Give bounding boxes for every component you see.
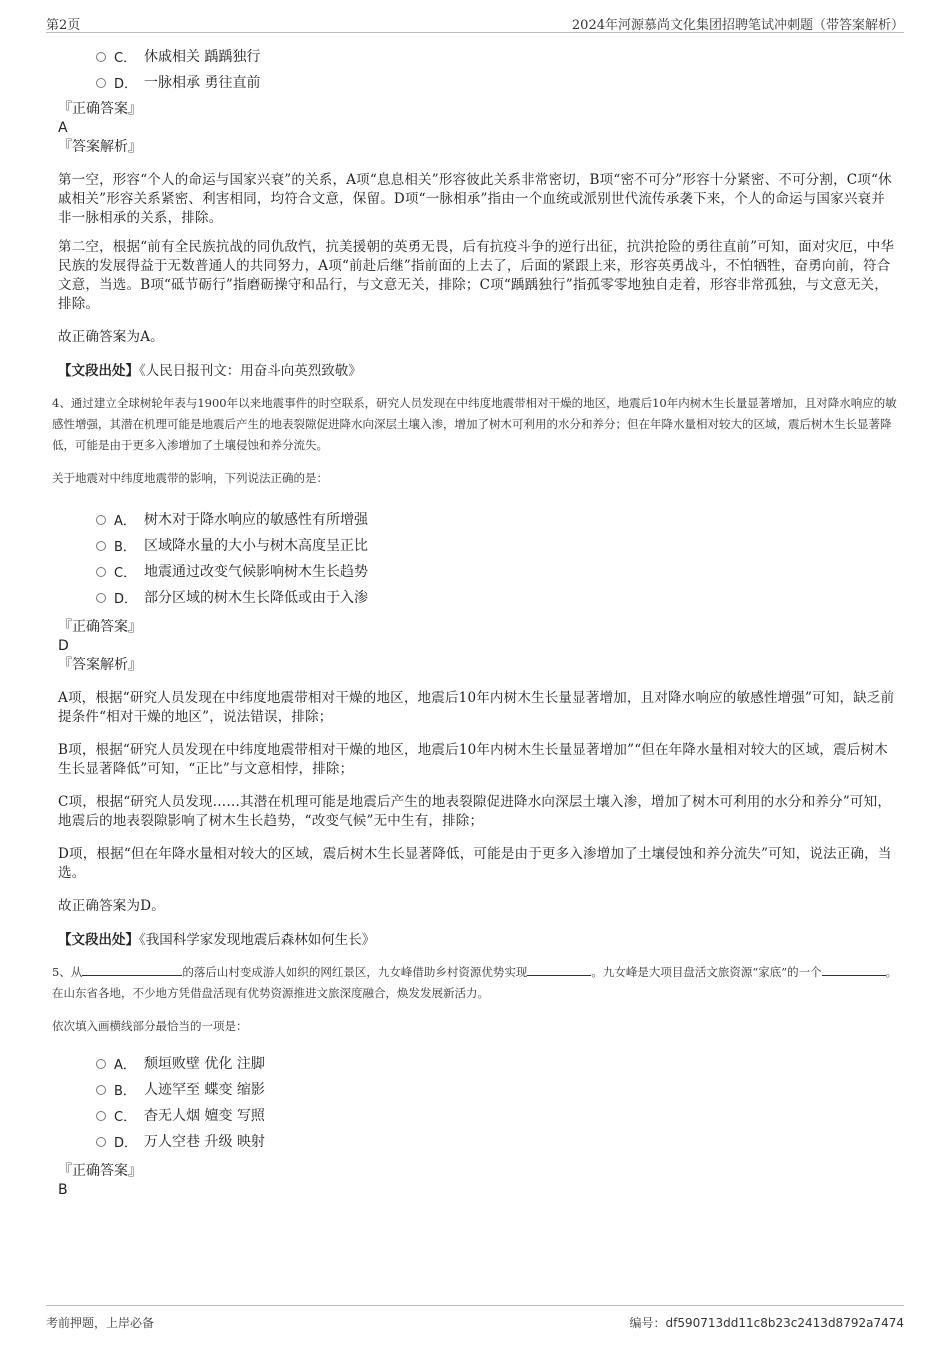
option-d[interactable]: D． 部分区域的树木生长降低或由于入渗 xyxy=(96,585,896,611)
correct-answer: B xyxy=(58,1182,68,1198)
analysis-paragraph: B项，根据“研究人员发现在中纬度地震带相对干燥的地区，地震后10年内树木生长量显著增加”“但在年降水量相对较大的区域，震后树木生长显著降低”可知，“正比”与文意相悖，排除； xyxy=(58,742,888,777)
source-citation: 【文段出处】《我国科学家发现地震后森林如何生长》 xyxy=(58,932,376,948)
blank-2 xyxy=(527,963,591,976)
radio-icon[interactable] xyxy=(96,1085,106,1095)
option-c[interactable]: C． 杳无人烟 嬗变 写照 xyxy=(96,1103,896,1129)
correct-answer: D xyxy=(58,638,69,654)
question-stem: 5、从 的落后山村变成游人如织的网红景区，九女峰借助乡村资源优势实现 。九女峰是大项目盘活文旅资源“家底”的一个 。在山东省各地，不少地方凭借盘活现有优势资源推进文旅深度融合，焕发发展新活力。 xyxy=(52,965,898,1000)
page-footer xyxy=(46,1305,904,1334)
answer-label: 『正确答案』 xyxy=(58,101,142,117)
analysis-paragraph: C项，根据“研究人员发现……其潜在机理可能是地震后产生的地表裂隙促进降水向深层土壤入渗，增加了树木可利用的水分和养分”可知，地震后的地表裂隙影响了树木生长趋势，“改变气候”无中生有，排除； xyxy=(58,794,892,829)
option-c[interactable]: C． 休戚相关 踽踽独行 xyxy=(96,44,896,70)
question-stem: 4、通过建立全球树轮年表与1900年以来地震事件的时空联系，研究人员发现在中纬度地震带相对干燥的地区，地震后10年内树木生长量显著增加，且对降水响应的敏感性增强，其潜在机理可能是地震后产生的地表裂隙促进降水向深层土壤入渗，增加了树木可利用的水分和养分；但在年降水量相对较大的区域，震后树木生长显著降低，可能是由于更多入渗增加了土壤侵蚀和养分流失。 xyxy=(52,396,897,452)
document-title: 2024年河源慕尚文化集团招聘笔试冲刺题（带答案解析） xyxy=(571,18,904,33)
blank-1 xyxy=(82,963,182,976)
question-prompt: 依次填入画横线部分最恰当的一项是： xyxy=(52,1019,248,1033)
answer-label: 『正确答案』 xyxy=(58,619,142,635)
option-b[interactable]: B． 人迹罕至 蝶变 缩影 xyxy=(96,1077,896,1103)
analysis-paragraph: A项，根据“研究人员发现在中纬度地震带相对干燥的地区，地震后10年内树木生长量显著增加，且对降水响应的敏感性增强”可知，缺乏前提条件“相对干燥的地区”，说法错误，排除； xyxy=(58,690,895,725)
radio-icon[interactable] xyxy=(96,1111,106,1121)
q4-options xyxy=(56,507,896,611)
radio-icon[interactable] xyxy=(96,78,106,88)
page-content xyxy=(52,44,898,1199)
analysis-conclusion: 故正确答案为D。 xyxy=(58,898,165,914)
option-a[interactable]: A． 颓垣败壁 优化 注脚 xyxy=(96,1051,896,1077)
answer-label: 『正确答案』 xyxy=(58,1163,142,1179)
radio-icon[interactable] xyxy=(96,515,106,525)
footer-slogan: 考前押题，上岸必备 xyxy=(46,1316,155,1330)
page-number: 第2页 xyxy=(46,18,81,33)
document-id: 编号：df590713dd11c8b23c2413d8792a7474 xyxy=(629,1316,904,1330)
option-a[interactable]: A． 树木对于降水响应的敏感性有所增强 xyxy=(96,507,896,533)
radio-icon[interactable] xyxy=(96,593,106,603)
option-c[interactable]: C． 地震通过改变气候影响树木生长趋势 xyxy=(96,559,896,585)
source-citation: 【文段出处】《人民日报刊文：用奋斗向英烈致敬》 xyxy=(58,363,362,379)
option-d[interactable]: D． 万人空巷 升级 映射 xyxy=(96,1129,896,1155)
option-d[interactable]: D． 一脉相承 勇往直前 xyxy=(96,70,896,96)
radio-icon[interactable] xyxy=(96,567,106,577)
q5-options xyxy=(56,1051,896,1155)
question-prompt: 关于地震对中纬度地震带的影响，下列说法正确的是： xyxy=(52,471,328,485)
radio-icon[interactable] xyxy=(96,1059,106,1069)
q3-options xyxy=(56,44,896,96)
analysis-paragraph: 第一空，形容“个人的命运与国家兴衰”的关系，A项“息息相关”形容彼此关系非常密切，B项“密不可分”形容十分紧密、不可分割，C项“休戚相关”形容关系紧密、利害相同，均符合文意，保留。D项“一脉相承”指由一个血统或派别世代流传承袭下来，个人的命运与国家兴衰并非一脉相承的关系，排除。 xyxy=(58,172,892,226)
radio-icon[interactable] xyxy=(96,1137,106,1147)
radio-icon[interactable] xyxy=(96,541,106,551)
page-header xyxy=(46,10,904,33)
analysis-conclusion: 故正确答案为A。 xyxy=(58,329,164,345)
analysis-paragraph: 第二空，根据“前有全民族抗战的同仇敌忾，抗美援朝的英勇无畏，后有抗疫斗争的逆行出征，抗洪抢险的勇往直前”可知，面对灾厄，中华民族的发展得益于无数普通人的共同努力，A项“前赴后继”指前面的上去了，后面的紧跟上来，形容英勇战斗，不怕牺牲，奋勇向前，符合文意，当选。B项“砥节砺行”指磨砺操守和品行，与文意无关，排除；C项“踽踽独行”指孤零零地独自走着，形容非常孤独，与文意无关，排除。 xyxy=(58,239,895,312)
radio-icon[interactable] xyxy=(96,52,106,62)
correct-answer: A xyxy=(58,120,68,136)
analysis-paragraph: D项，根据“但在年降水量相对较大的区域，震后树木生长显著降低，可能是由于更多入渗增加了土壤侵蚀和养分流失”可知，说法正确，当选。 xyxy=(58,846,892,881)
analysis-label: 『答案解析』 xyxy=(58,657,142,673)
analysis-label: 『答案解析』 xyxy=(58,139,142,155)
option-b[interactable]: B． 区域降水量的大小与树木高度呈正比 xyxy=(96,533,896,559)
blank-3 xyxy=(822,963,886,976)
